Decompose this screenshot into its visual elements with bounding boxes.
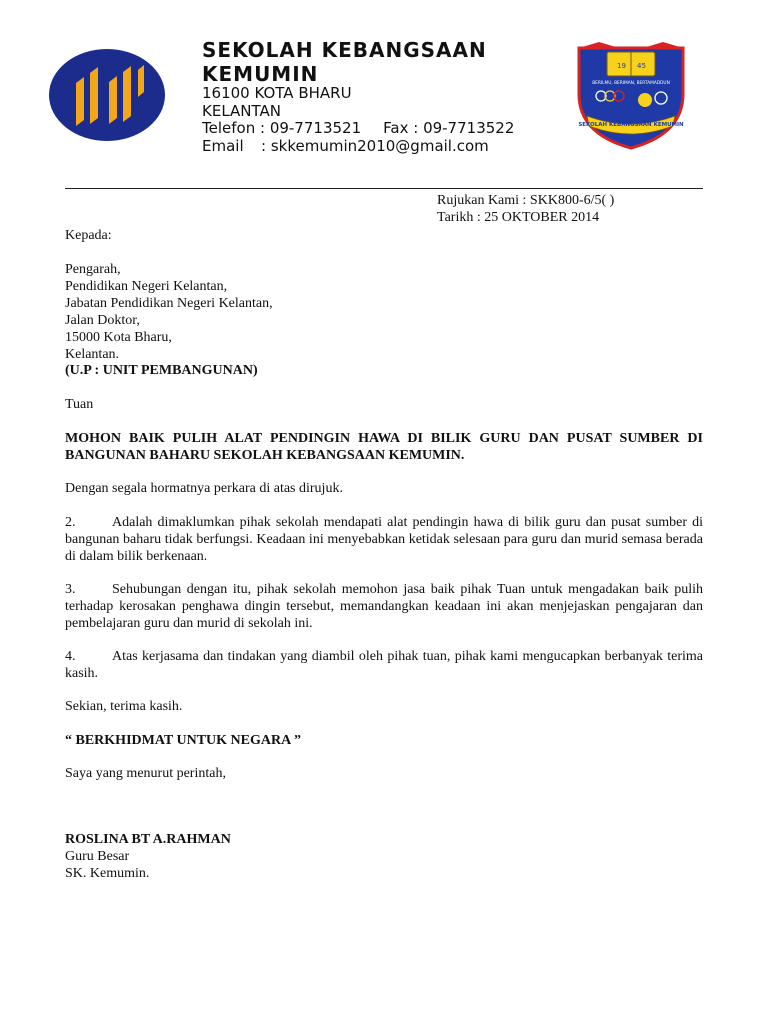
email-label: Email: [202, 137, 244, 155]
letter-subject: MOHON BAIK PULIH ALAT PENDINGIN HAWA DI BILIK GURU DAN PUSAT SUMBER DI BANGUNAN BAHARU SEKOLAH KEBANGSAAN KEMUMIN.: [65, 431, 703, 463]
recipient-line: Pengarah,: [65, 262, 121, 277]
recipient-line: Jabatan Pendidikan Negeri Kelantan,: [65, 296, 273, 311]
opening-line: Dengan segala hormatnya perkara di atas dirujuk.: [65, 481, 343, 496]
header-divider: [65, 188, 703, 189]
school-name: SEKOLAH KEBANGSAAN KEMUMIN: [202, 38, 487, 86]
paragraph-text: Sehubungan dengan itu, pihak sekolah memohon jasa baik pihak Tuan untuk mengadakan baik pulih terhadap kerosakan penghawa dingin tersebut, memandangkan keadaan ini akan menjejaskan pengajaran dan pembelajaran guru dan murid di sekolah ini.: [65, 582, 703, 631]
phone-number: 09-7713521: [269, 119, 362, 137]
fax-label: Fax :: [383, 119, 419, 137]
recipient-line: 15000 Kota Bharu,: [65, 330, 172, 345]
email-separator: :: [261, 137, 267, 155]
attention-line: (U.P : UNIT PEMBANGUNAN): [65, 363, 258, 378]
email-address: skkemumin2010@gmail.com: [270, 137, 489, 155]
paragraph: [65, 581, 703, 632]
ministry-logo: [48, 48, 166, 142]
closing-line: Sekian, terima kasih.: [65, 699, 183, 714]
crest-year-right: 45: [637, 62, 646, 70]
recipient-line: Kelantan.: [65, 347, 120, 362]
paragraph-number: 3.: [65, 582, 76, 597]
signatory-title: Guru Besar: [65, 849, 130, 864]
reference-number: Rujukan Kami : SKK800-6/5( ): [437, 193, 615, 208]
sign-off: Saya yang menurut perintah,: [65, 766, 226, 781]
crest-motto: BERILMU, BERIMAN, BERTAMADDUN: [592, 81, 670, 86]
paragraph-text: Adalah dimaklumkan pihak sekolah mendapati alat pendingin hawa di bilik guru dan pusat sumber di bangunan baharu tidak berfungsi. Keadaan ini menyebabkan ketidak selesaan para guru dan murid semasa berada di dalam bilik berkenaan.: [65, 515, 703, 564]
signatory-org: SK. Kemumin.: [65, 866, 150, 881]
email-line: [202, 137, 489, 155]
school-postcode-city: 16100 KOTA BHARU: [202, 84, 352, 102]
letter-date: Tarikh : 25 OKTOBER 2014: [437, 210, 600, 225]
school-state: KELANTAN: [202, 102, 281, 120]
contact-line: [202, 119, 514, 137]
crest-year-left: 19: [617, 62, 626, 70]
crest-banner: SEKOLAH KEBANGSAAN KEMUMIN: [578, 122, 684, 128]
fax-number: 09-7713522: [423, 119, 515, 137]
to-label: Kepada:: [65, 228, 112, 243]
motto-line: “ BERKHIDMAT UNTUK NEGARA ”: [65, 733, 301, 748]
paragraph: [65, 514, 703, 565]
recipient-line: Jalan Doktor,: [65, 313, 140, 328]
paragraph-text: Atas kerjasama dan tindakan yang diambil oleh pihak tuan, pihak kami mengucapkan berbanyak terima kasih.: [65, 649, 703, 681]
recipient-line: Pendidikan Negeri Kelantan,: [65, 279, 228, 294]
signatory-name: ROSLINA BT A.RAHMAN: [65, 832, 231, 847]
school-crest: [573, 38, 689, 150]
paragraph-number: 2.: [65, 515, 76, 530]
phone-label: Telefon :: [202, 119, 266, 137]
paragraph-number: 4.: [65, 649, 76, 664]
salutation: Tuan: [65, 397, 94, 412]
paragraph: [65, 648, 703, 682]
